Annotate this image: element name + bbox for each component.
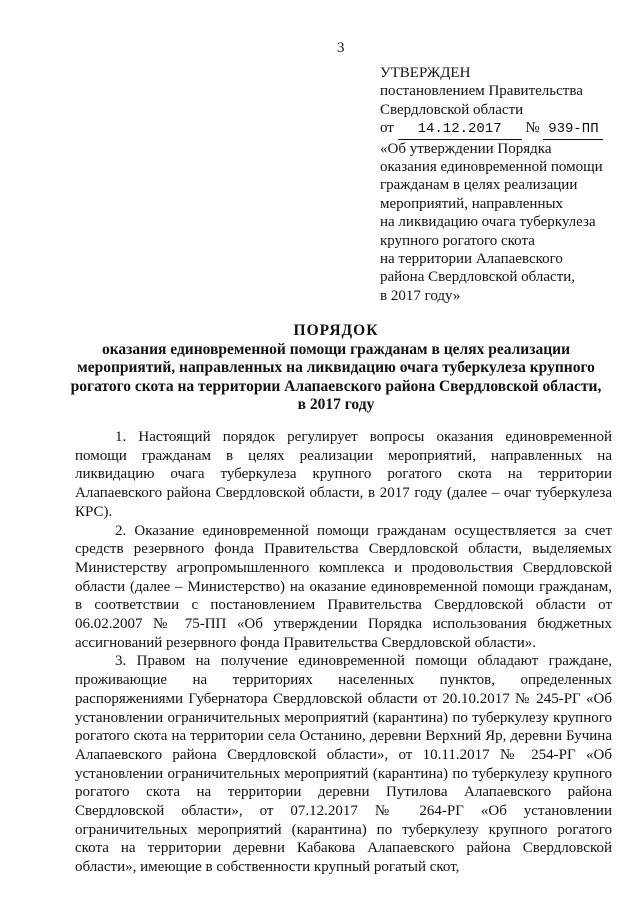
- approval-title-line: крупного рогатого скота: [380, 232, 535, 249]
- document-heading: ПОРЯДОК: [293, 322, 379, 339]
- document-subtitle-line: оказания единовременной помощи гражданам в целях реализации: [101, 340, 571, 358]
- approval-line-1: постановлением Правительства: [380, 83, 583, 100]
- resolution-number: 939-ПП: [543, 120, 603, 139]
- resolution-date: 14.12.2017: [398, 120, 522, 139]
- approval-title-line: в 2017 году»: [380, 287, 461, 304]
- paragraph: [75, 428, 612, 522]
- document-body: [75, 428, 612, 877]
- approval-title-line: района Свердловской области,: [380, 269, 576, 286]
- document-subtitle-line: в 2017 году: [297, 396, 375, 414]
- approval-date-line: [380, 119, 630, 139]
- paragraph-text: 2. Оказание единовременной помощи гражданам осуществляется за счет средств резервного фонда Правительства Свердловской области, выделяемых Министерству агропромышленного комплекса и продовольствия Свердловской области (далее – Министерство) на оказание единовременной помощи гражданам, в соответствии с постановлением Правительства Свердловской области от 06.02.2007 № 75-ПП «Об утверждении Порядка использования бюджетных ассигнований резервного фонда Правительства Свердловской области».: [75, 522, 612, 651]
- approval-block: [380, 64, 630, 305]
- document-subtitle-line: рогатого скота на территории Алапаевского района Свердловской области,: [70, 377, 602, 395]
- approval-title-line: на ликвидацию очага туберкулеза: [380, 214, 596, 231]
- page-number: 3: [337, 40, 345, 56]
- number-label: №: [525, 120, 540, 137]
- paragraph-text: 1. Настоящий порядок регулирует вопросы оказания единовременной помощи гражданам в целях реализации мероприятий, направленных на ликвидацию очага туберкулеза крупного рогатого скота на территории Алапаевского района Свердловской области, в 2017 году (далее – очаг туберкулеза КРС).: [75, 429, 612, 520]
- from-label: от: [380, 120, 394, 137]
- paragraph-text: 3. Правом на получение единовременной помощи обладают граждане, проживающие на территориях населенных пунктов, определенных распоряжениями Губернатора Свердловской области от 20.10.2017 № 245-РГ «Об установлении ограничительных мероприятий (карантина) по туберкулезу крупного рогатого скота на территории села Останино, деревни Верхний Яр, деревни Бучина Алапаевского района Свердловской области», от 10.11.2017 № 254-РГ «Об установлении ограничительных мероприятий (карантина) по туберкулезу крупного рогатого скота на территории деревни Путилова Алапаевского района Свердловской области», от 07.12.2017 № 264-РГ «Об установлении ограничительных мероприятий (карантина) по туберкулезу крупного рогатого скота на территории деревни Кабакова Алапаевского района Свердловской области», имеющие в собственности крупный рогатый скот,: [75, 653, 612, 876]
- approval-title-line: гражданам в целях реализации: [380, 177, 578, 194]
- paragraph: [75, 522, 612, 653]
- approval-title-line: на территории Алапаевского: [380, 251, 563, 268]
- paragraph: [75, 652, 612, 876]
- approval-title-line: мероприятий, направленных: [380, 195, 564, 212]
- approval-line-2: Свердловской области: [380, 101, 524, 118]
- document-title: [60, 322, 612, 415]
- document-subtitle-line: мероприятий, направленных на ликвидацию очага туберкулеза крупного: [77, 359, 595, 377]
- approval-heading: УТВЕРЖДЕН: [380, 65, 471, 81]
- approval-title-line: «Об утверждении Порядка: [380, 140, 552, 157]
- approval-title-line: оказания единовременной помощи: [380, 159, 603, 176]
